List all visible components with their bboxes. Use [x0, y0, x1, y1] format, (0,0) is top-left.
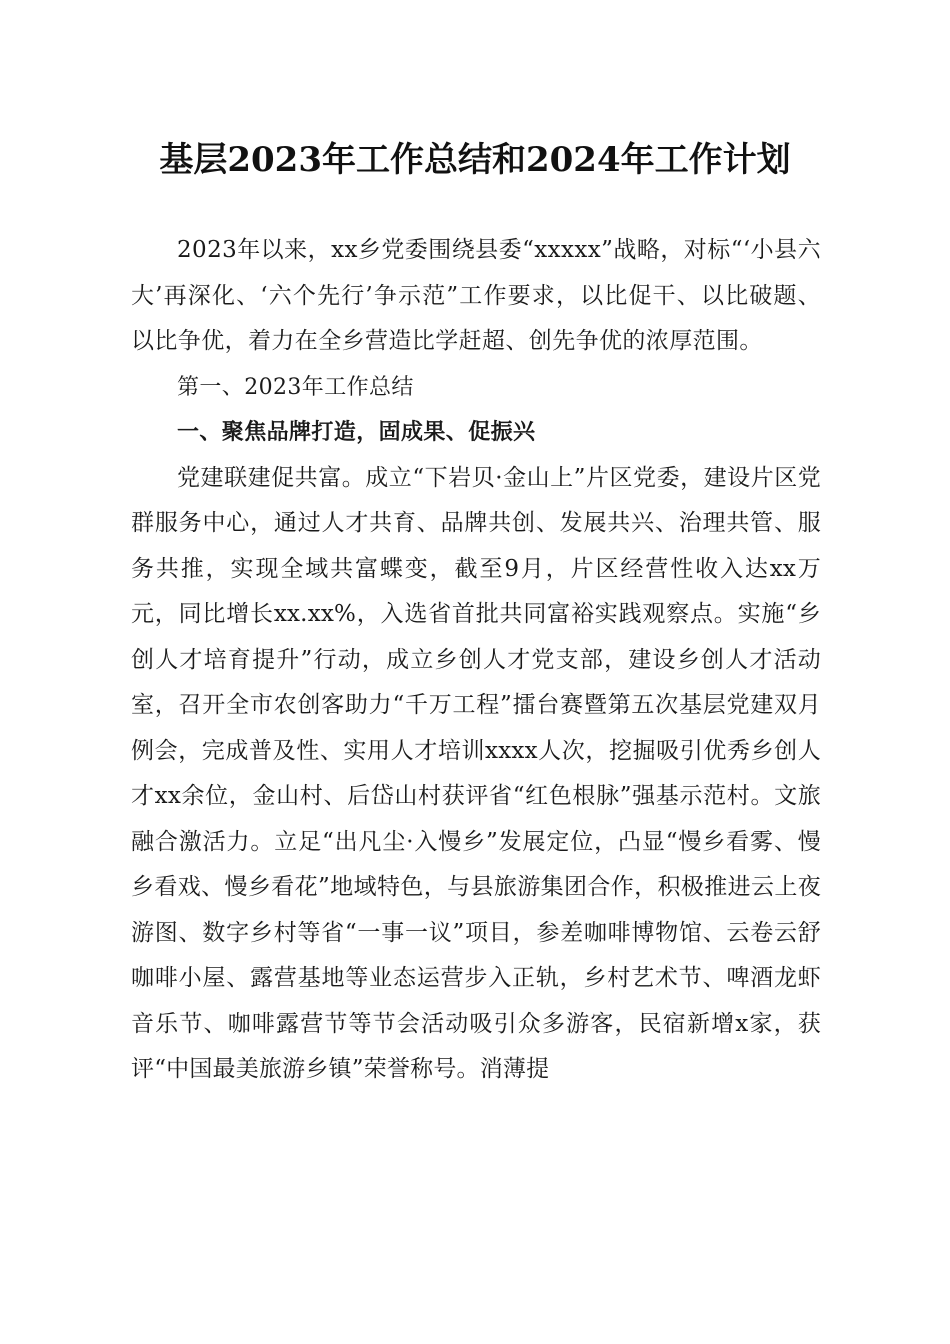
document-body [131, 228, 821, 1093]
part-heading: 第一、2023年工作总结 [177, 374, 414, 400]
document-title: 基层2023年工作总结和2024年工作计划 [159, 140, 791, 180]
intro-paragraph: 2023年以来，xx乡党委围绕县委“xxxxx”战略，对标“‘小县六大’再深化、‘六个先行’争示范”工作要求，以比促干、以比破题、以比争优，着力在全乡营造比学赶超、创先争优的浓厚范围。 [131, 237, 821, 354]
section-heading: 一、聚焦品牌打造，固成果、促振兴 [177, 420, 536, 445]
section-body-paragraph: 党建联建促共富。成立“下岩贝·金山上”片区党委，建设片区党群服务中心，通过人才共育、品牌共创、发展共兴、治理共管、服务共推，实现全域共富蝶变，截至9月，片区经营性收入达xx万元，同比增长xx.xx%，入选省首批共同富裕实践观察点。实施“乡创人才培育提升”行动，成立乡创人才党支部，建设乡创人才活动室，召开全市农创客助力“千万工程”擂台赛暨第五次基层党建双月例会，完成普及性、实用人才培训xxxx人次，挖掘吸引优秀乡创人才xx余位，金山村、后岱山村获评省“红色根脉”强基示范村。文旅融合激活力。立足“出凡尘·入慢乡”发展定位，凸显“慢乡看雾、慢乡看戏、慢乡看花”地域特色，与县旅游集团合作，积极推进云上夜游图、数字乡村等省“一事一议”项目，参差咖啡博物馆、云卷云舒咖啡小屋、露营基地等业态运营步入正轨，乡村艺术节、啤酒龙虾音乐节、咖啡露营节等节会活动吸引众多游客，民宿新增x家，获评“中国最美旅游乡镇”荣誉称号。消薄提 [131, 464, 821, 1082]
